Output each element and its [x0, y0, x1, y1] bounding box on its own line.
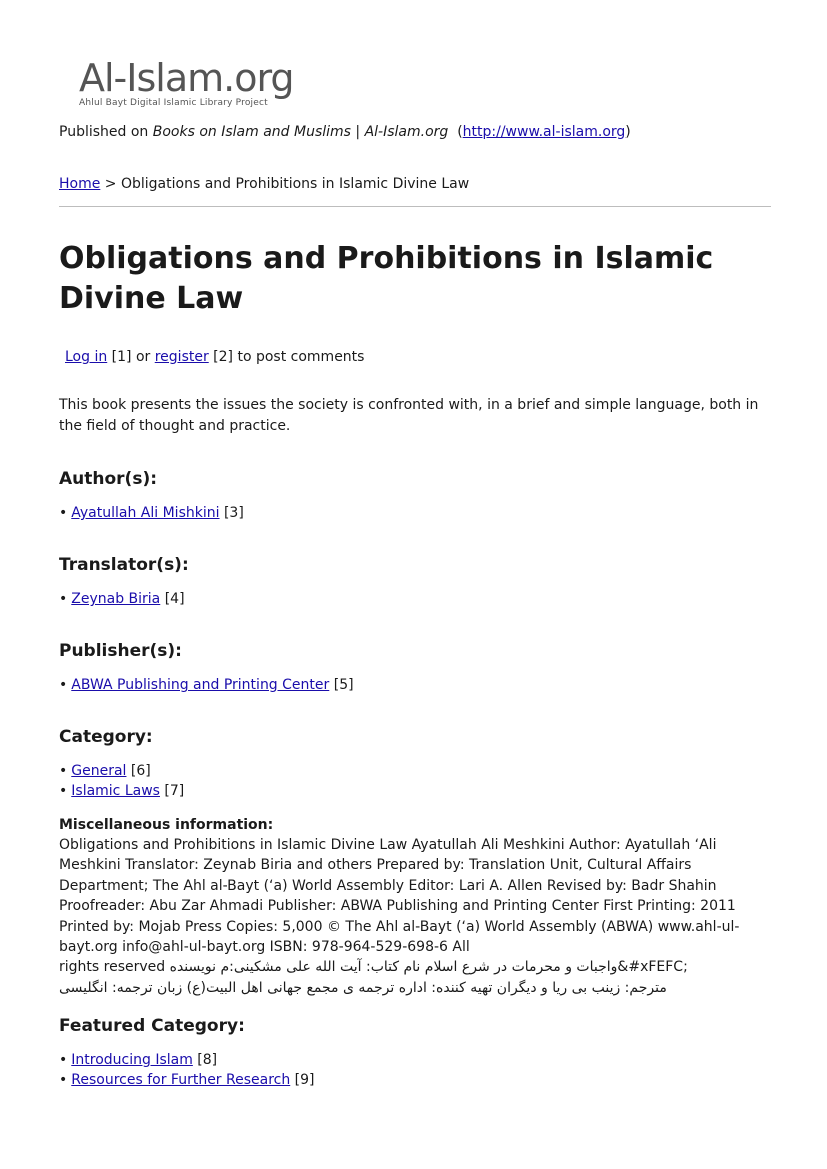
list-item — [59, 761, 771, 781]
document-page — [59, 58, 771, 1090]
featured-ref: [8] — [192, 1052, 218, 1069]
register-link[interactable]: register — [154, 349, 209, 365]
misc-body: Obligations and Prohibitions in Islamic Divine Law Ayatullah Ali Meshkini Author: Ayatullah ‘Ali Meshkini Translator: Zeynab Biria and others Prepared by: Translation Unit, Cultural Affairs Department; The Ahl al-Bayt (‘a) World Assembly Editor: Lari A. Allen Revised by: Badr Shahin Proofreader: Abu Zar Ahmadi Publisher: ABWA Publishing and Printing Center First Printing: 2011 Printed by: Mojab Press Copies: 5,000 © The Ahl al-Bayt (‘a) World Assembly (ABWA) www.ahl-ul-bayt.org info@ahl-ul-bayt.org ISBN: 978-964-529-698-6 All — [59, 837, 740, 956]
category-ref: [7] — [159, 783, 185, 799]
category-list — [59, 761, 771, 801]
translators-section — [59, 553, 771, 609]
page-title: Obligations and Prohibitions in Islamic Divine Law — [59, 241, 714, 316]
author-link[interactable]: Ayatullah Ali Mishkini — [71, 505, 220, 521]
published-line — [59, 122, 771, 142]
author-ref: [3] — [219, 505, 244, 521]
login-ref: [1] or — [107, 349, 155, 365]
translator-link[interactable]: Zeynab Biria — [71, 591, 161, 607]
misc-rights-line: rights reserved واجبات و محرمات در شرع اسلام نام کتاب: آیت الله علی مشکینی:م نویسنده&#xFEFC; — [59, 959, 688, 976]
login-prompt — [65, 347, 771, 367]
featured-heading: Featured Category: — [59, 1016, 245, 1037]
authors-section — [59, 467, 771, 523]
published-url-close: ) — [625, 124, 631, 140]
featured-link-resources[interactable]: Resources for Further Research — [71, 1072, 291, 1089]
list-item — [59, 503, 771, 523]
book-description: This book presents the issues the society is confronted with, in a brief and simple language, both in the field of thought and practice. — [59, 397, 759, 434]
featured-list — [59, 1050, 771, 1090]
translator-ref: [4] — [160, 591, 185, 607]
list-item — [59, 781, 771, 801]
category-ref: [6] — [126, 763, 151, 779]
featured-link-introducing-islam[interactable]: Introducing Islam — [71, 1052, 193, 1069]
breadcrumb-current: Obligations and Prohibitions in Islamic Divine Law — [120, 176, 470, 192]
logo-tagline: Ahlul Bayt Digital Islamic Library Project — [79, 98, 268, 108]
translators-list — [59, 589, 771, 609]
featured-ref: [9] — [290, 1072, 315, 1089]
authors-list — [59, 503, 771, 523]
translators-heading: Translator(s): — [59, 555, 189, 575]
misc-label: Miscellaneous information: — [59, 817, 274, 833]
publishers-heading: Publisher(s): — [59, 641, 182, 661]
published-url-open: ( — [457, 124, 463, 140]
site-url-link[interactable]: http://www.al-islam.org — [462, 124, 626, 140]
list-item — [59, 589, 771, 609]
breadcrumb-separator: > — [100, 176, 121, 192]
category-link-islamic-laws[interactable]: Islamic Laws — [71, 783, 160, 799]
category-heading: Category: — [59, 727, 153, 747]
published-site-name: Books on Islam and Muslims | Al-Islam.org — [152, 124, 449, 140]
published-prefix: Published on — [59, 124, 153, 140]
category-link-general[interactable]: General — [71, 763, 127, 779]
list-item — [59, 675, 771, 695]
list-item — [59, 1050, 771, 1070]
publishers-section — [59, 639, 771, 695]
list-item — [59, 1070, 771, 1090]
breadcrumb — [59, 174, 771, 194]
misc-persian-line: مترجم: زینب بی ریا و دیگران تهیه کننده: اداره ترجمه ی مجمع جهانی اهل البیت(ع) زبان ترجمه: انگلیسی — [59, 979, 667, 996]
site-logo[interactable] — [79, 58, 771, 122]
authors-heading: Author(s): — [59, 469, 158, 489]
publishers-list — [59, 675, 771, 695]
logo-wordmark: Al-Islam.org — [79, 56, 294, 100]
featured-section — [59, 1014, 771, 1090]
register-ref: [2] to post comments — [208, 349, 365, 365]
publisher-link[interactable]: ABWA Publishing and Printing Center — [71, 677, 330, 693]
breadcrumb-home-link[interactable]: Home — [59, 176, 101, 192]
header-divider — [59, 206, 771, 207]
publisher-ref: [5] — [329, 677, 354, 693]
login-link[interactable]: Log in — [65, 349, 108, 365]
misc-text — [59, 835, 771, 998]
category-section — [59, 725, 771, 801]
